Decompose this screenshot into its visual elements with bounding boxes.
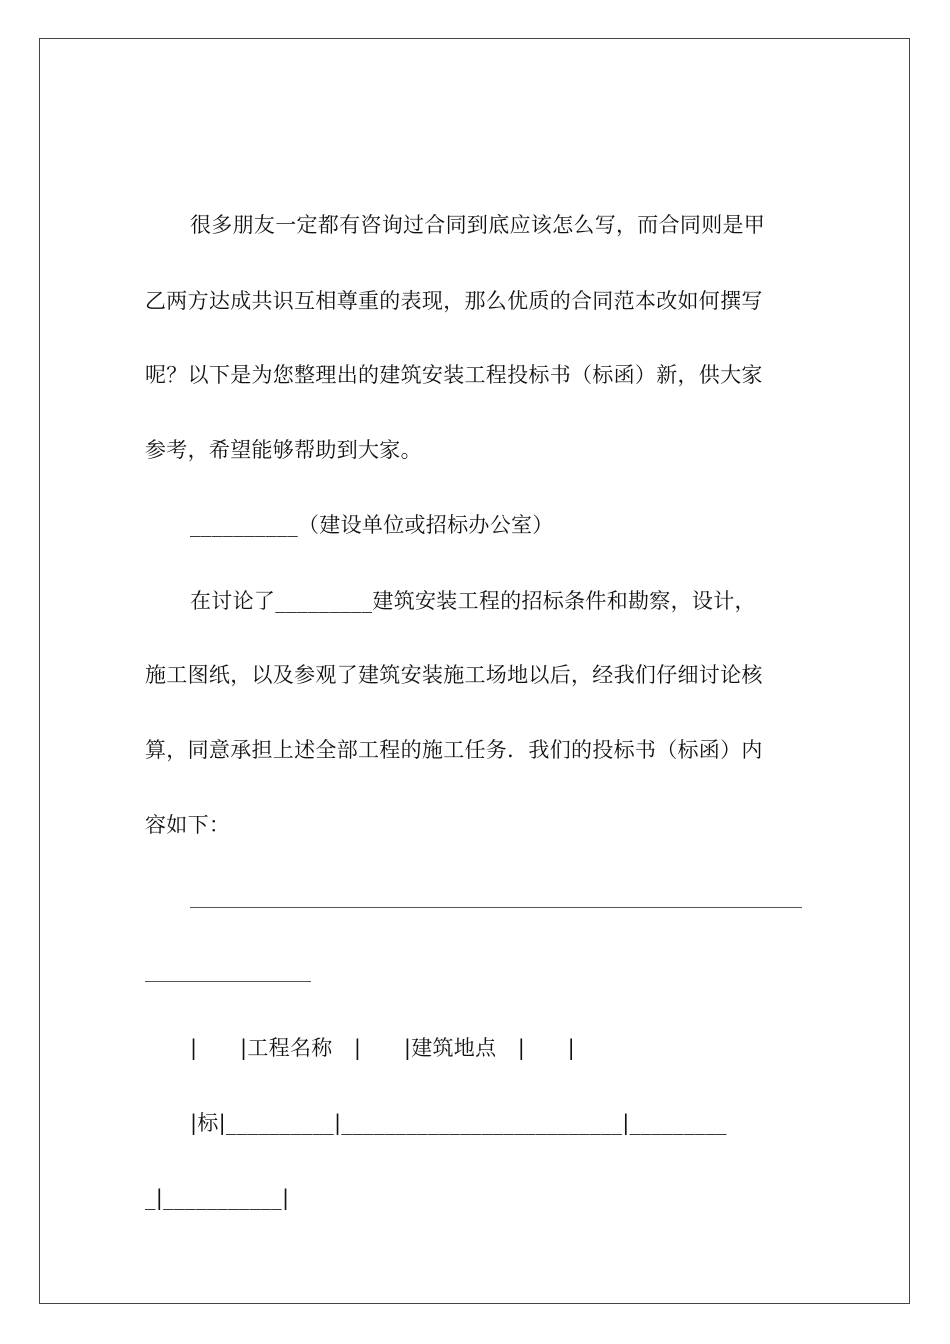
body-line-2: 施工图纸，以及参观了建筑安装施工场地以后，经我们仔细讨论核 (145, 663, 763, 687)
addressee-line: __________（建设单位或招标办公室） (190, 513, 554, 537)
table-header-row: | |工程名称 | |建筑地点 | | (190, 1036, 576, 1060)
fill-in-rule-short (145, 981, 311, 982)
table-row-1: |标|__________|__________________________|_________ (190, 1111, 727, 1135)
body-line-4: 容如下： (145, 813, 231, 837)
intro-line-4: 参考，希望能够帮助到大家。 (145, 438, 422, 462)
intro-line-3: 呢？以下是为您整理出的建筑安装工程投标书（标函）新，供大家 (145, 363, 763, 387)
fill-in-rule-long (190, 907, 802, 908)
intro-line-1: 很多朋友一定都有咨询过合同到底应该怎么写，而合同则是甲 (190, 213, 766, 237)
table-row-2: _|___________| (145, 1186, 290, 1210)
body-line-1: 在讨论了_________建筑安装工程的招标条件和勘察，设计， (190, 589, 756, 613)
body-line-3: 算，同意承担上述全部工程的施工任务．我们的投标书（标函）内 (145, 738, 763, 762)
intro-line-2: 乙两方达成共识互相尊重的表现，那么优质的合同范本改如何撰写 (145, 289, 763, 313)
